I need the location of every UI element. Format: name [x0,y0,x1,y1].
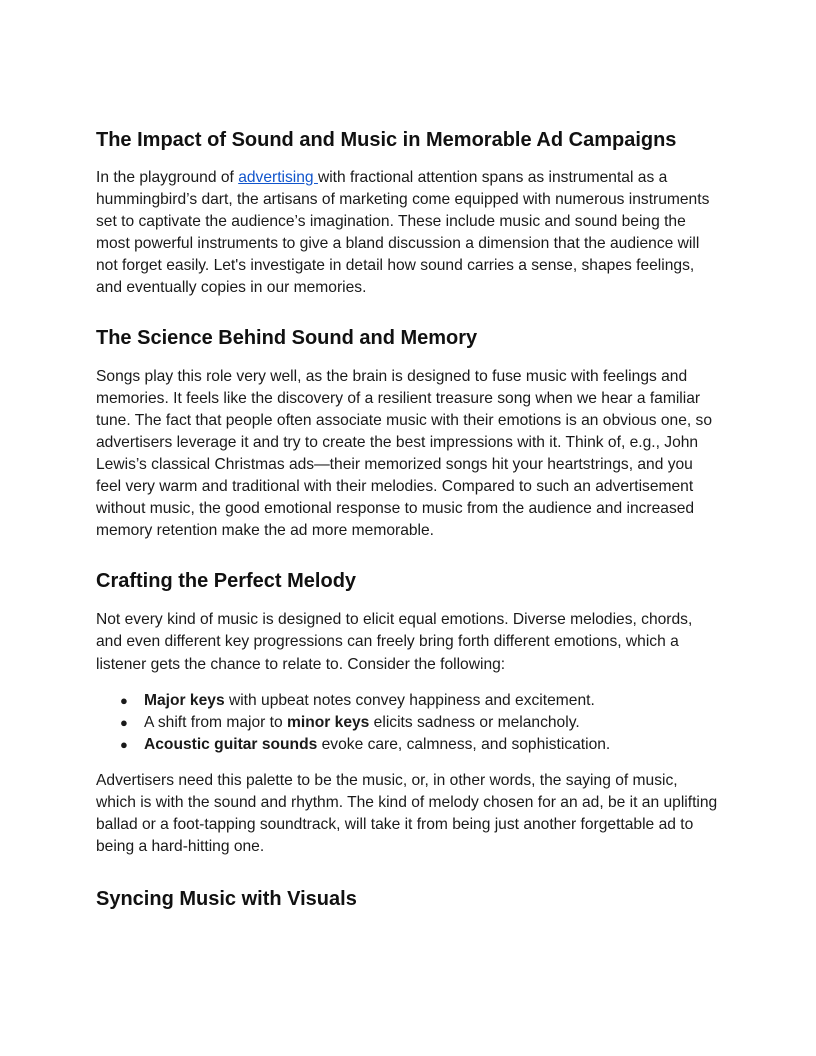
heading-visuals: Syncing Music with Visuals [96,888,357,911]
list-item-text: elicits sadness or melancholy. [369,713,580,731]
heading-science: The Science Behind Sound and Memory [96,326,478,349]
intro-text-start: In the playground of [96,169,239,186]
intro-text-rest: with fractional attention spans as instrumental as a hummingbird’s dart, the artisans of marketing come equipped with numerous instruments set to captivate the audience’s imagination. These include music and sound being the most powerful instruments to give a bland discussion a dimension that the audience will not forget easily. Let's investigate in detail how sound carries a sense, shapes feelings, and eventually copies in our memories. [96,169,710,297]
list-item [96,712,720,734]
advertising-link[interactable]: advertising [238,169,318,186]
list-item-bold: minor keys [287,713,370,731]
list-item [96,690,720,712]
bullet-icon: ● [120,736,128,752]
heading-melody: Crafting the Perfect Melody [96,570,357,593]
intro-paragraph [96,167,720,300]
melody-paragraph: Not every kind of music is designed to elicit equal emotions. Diverse melodies, chords, and even different key progressions can freely bring forth different emotions, which a listener gets the chance to relate to. Consider the following: [96,611,693,673]
list-item-bold: Major keys [144,691,225,709]
document-body [96,126,720,913]
list-item-text: with upbeat notes convey happiness and excitement. [224,691,595,709]
melody-bullet-list [96,690,720,756]
list-item [96,734,720,756]
list-item-text: evoke care, calmness, and sophistication. [317,735,611,753]
bullet-icon: ● [120,692,128,708]
science-paragraph: Songs play this role very well, as the brain is designed to fuse music with feelings and memories. It feels like the discovery of a resilient treasure song when we hear a familiar tune. The fact that people often associate music with their emotions is an obvious one, so advertisers leverage it and try to create the best impressions with it. Think of, e.g., John Lewis’s classical Christmas ads—their memorized songs hit your heartstrings, and you feel very warm and traditional with their melodies. Compared to such an advertisement without music, the good emotional response to music from the audience and increased memory retention make the ad more memorable. [96,367,713,540]
list-item-bold: Acoustic guitar sounds [144,735,318,753]
melody-closing-paragraph: Advertisers need this palette to be the music, or, in other words, the saying of music, which is with the sound and rhythm. The kind of melody chosen for an ad, be it an uplifting ballad or a foot-tapping soundtrack, will take it from being just another forgettable ad to being a hard-hitting one. [96,771,718,856]
page-title: The Impact of Sound and Music in Memorable Ad Campaigns [96,129,677,151]
list-item-text: A shift from major to [144,713,287,731]
bullet-icon: ● [120,714,128,730]
